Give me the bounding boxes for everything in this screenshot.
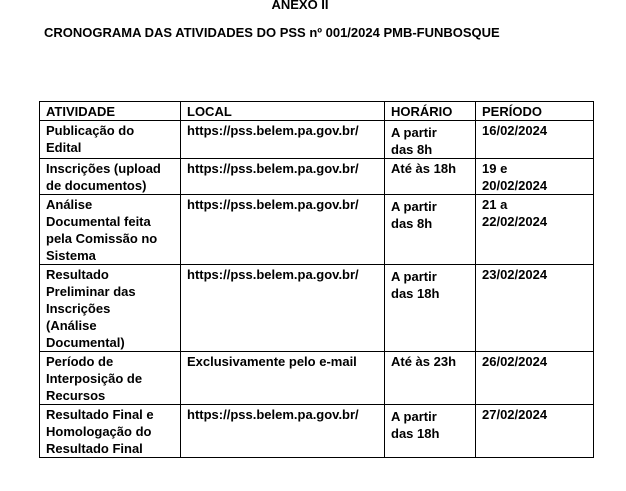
periodo-text: 16/02/2024 bbox=[482, 123, 548, 138]
cell-horario bbox=[385, 121, 476, 159]
horario-text: A partir das 18h bbox=[391, 269, 440, 301]
cell-atividade bbox=[40, 405, 181, 458]
atividade-text: Resultado Final e Homologação do Resultado Final bbox=[46, 407, 154, 456]
local-text: https://pss.belem.pa.gov.br/ bbox=[187, 407, 359, 422]
horario-text: A partir das 8h bbox=[391, 199, 437, 231]
column-header-atividade: ATIVIDADE bbox=[40, 102, 181, 121]
periodo-text: 26/02/2024 bbox=[482, 354, 548, 369]
cell-periodo bbox=[476, 405, 594, 458]
schedule-table bbox=[39, 101, 594, 458]
cell-periodo bbox=[476, 121, 594, 159]
atividade-text: Inscrições (upload de documentos) bbox=[46, 161, 161, 193]
local-text: https://pss.belem.pa.gov.br/ bbox=[187, 267, 359, 282]
cell-local bbox=[181, 405, 385, 458]
atividade-text: Análise Documental feita pela Comissão no Sistema bbox=[46, 197, 158, 263]
cell-local bbox=[181, 121, 385, 159]
cell-local bbox=[181, 352, 385, 405]
cell-atividade bbox=[40, 195, 181, 265]
cell-periodo bbox=[476, 265, 594, 352]
cell-atividade bbox=[40, 159, 181, 195]
periodo-text: 27/02/2024 bbox=[482, 407, 548, 422]
periodo-text: 21 a 22/02/2024 bbox=[482, 197, 548, 229]
annex-title: ANEXO II bbox=[271, 0, 329, 12]
table-row bbox=[40, 121, 594, 159]
horario-text: A partir das 18h bbox=[391, 409, 440, 441]
periodo-text: 23/02/2024 bbox=[482, 267, 548, 282]
cell-horario bbox=[385, 352, 476, 405]
atividade-text: Resultado Preliminar das Inscrições (Análise Documental) bbox=[46, 267, 136, 350]
column-header-periodo: PERÍODO bbox=[476, 102, 594, 121]
column-header-local: LOCAL bbox=[181, 102, 385, 121]
table-row bbox=[40, 405, 594, 458]
local-text: https://pss.belem.pa.gov.br/ bbox=[187, 123, 359, 138]
horario-text: A partir das 8h bbox=[391, 125, 437, 157]
table-row bbox=[40, 265, 594, 352]
periodo-text: 19 e 20/02/2024 bbox=[482, 161, 548, 193]
column-header-horario: HORÁRIO bbox=[385, 102, 476, 121]
horario-text: Até às 23h bbox=[391, 354, 457, 369]
table-header-row bbox=[40, 102, 594, 121]
local-text: https://pss.belem.pa.gov.br/ bbox=[187, 161, 359, 176]
horario-text: Até às 18h bbox=[391, 161, 457, 176]
cell-periodo bbox=[476, 352, 594, 405]
cell-periodo bbox=[476, 159, 594, 195]
cell-atividade bbox=[40, 265, 181, 352]
atividade-text: Publicação do Edital bbox=[46, 123, 135, 155]
cell-atividade bbox=[40, 352, 181, 405]
cell-periodo bbox=[476, 195, 594, 265]
cell-local bbox=[181, 195, 385, 265]
cell-horario bbox=[385, 195, 476, 265]
cell-local bbox=[181, 265, 385, 352]
atividade-text: Período de Interposição de Recursos bbox=[46, 354, 143, 403]
cell-horario bbox=[385, 159, 476, 195]
cell-horario bbox=[385, 405, 476, 458]
cell-atividade bbox=[40, 121, 181, 159]
local-text: https://pss.belem.pa.gov.br/ bbox=[187, 197, 359, 212]
table-row bbox=[40, 159, 594, 195]
table-row bbox=[40, 352, 594, 405]
local-text: Exclusivamente pelo e-mail bbox=[187, 354, 357, 369]
document-title: CRONOGRAMA DAS ATIVIDADES DO PSS nº 001/2024 PMB-FUNBOSQUE bbox=[44, 25, 500, 40]
table-row bbox=[40, 195, 594, 265]
cell-local bbox=[181, 159, 385, 195]
cell-horario bbox=[385, 265, 476, 352]
